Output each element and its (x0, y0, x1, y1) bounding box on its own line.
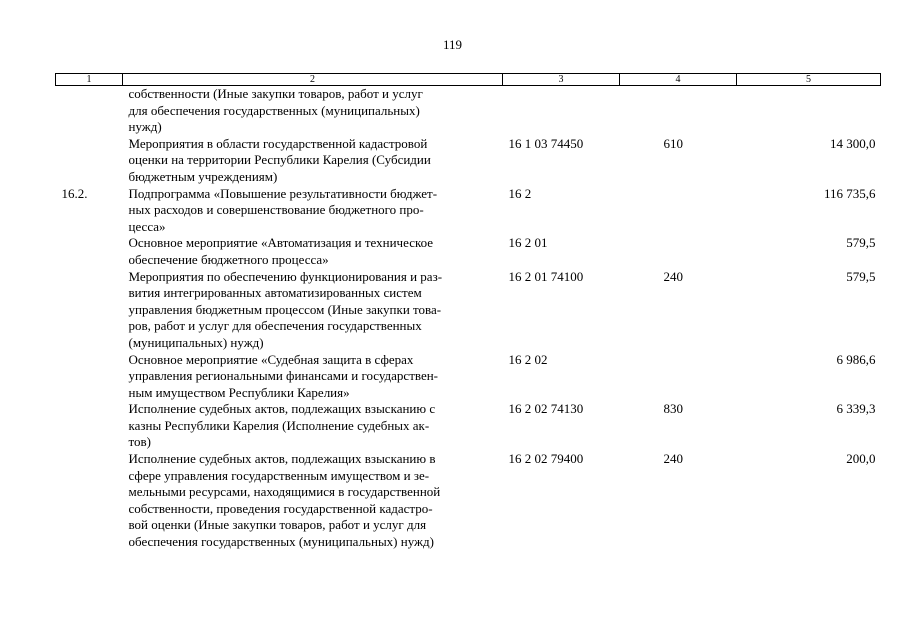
row-number (56, 235, 123, 268)
table-row (56, 136, 881, 186)
row-number (56, 451, 123, 551)
row-name (123, 186, 503, 236)
row-amount: 579,5 (846, 268, 876, 284)
row-name-line: Исполнение судебных актов, подлежащих взысканию с (128, 401, 436, 417)
row-budget-code: 16 2 01 74100 (508, 268, 584, 284)
row-name-line: Основное мероприятие «Судебная защита в сферах (128, 351, 414, 367)
row-name (123, 136, 503, 186)
row-expense-type (620, 86, 737, 136)
row-name-line: Основное мероприятие «Автоматизация и техническое (128, 235, 434, 251)
row-name (123, 352, 503, 402)
row-name (123, 401, 503, 451)
row-amount: 6 986,6 (836, 351, 876, 367)
row-name-line: ным имуществом Республики Карелия» (128, 384, 350, 400)
row-name (123, 235, 503, 268)
row-name-line: Мероприятия в области государственной кадастровой (128, 135, 428, 151)
row-name (123, 86, 503, 136)
row-name-line: бюджетным учреждениям) (128, 168, 278, 184)
table-header (56, 74, 881, 86)
row-name-line: тов) (128, 434, 151, 450)
row-number (56, 269, 123, 352)
row-name-line: обеспечения государственных (муниципальных) нужд) (128, 534, 434, 550)
page-number: 119 (442, 37, 463, 52)
row-name (123, 451, 503, 551)
table-row (56, 269, 881, 352)
row-name-line: собственности (Иные закупки товаров, работ и услуг (128, 86, 423, 101)
row-name (123, 269, 503, 352)
row-name-line: собственности, проведения государственной кадастро- (128, 500, 433, 516)
row-budget-code: 16 2 02 79400 (508, 451, 584, 467)
row-number (56, 136, 123, 186)
row-name-line: для обеспечения государственных (муниципальных) (128, 102, 420, 118)
header-col-5: 5 (737, 74, 881, 86)
row-expense-type (620, 235, 737, 268)
row-number (56, 401, 123, 451)
row-name-line: управления региональными финансами и государствен- (128, 368, 439, 384)
row-name-line: вой оценки (Иные закупки товаров, работ и услуг для (128, 517, 427, 533)
budget-table (55, 73, 881, 551)
row-amount: 6 339,3 (836, 401, 876, 417)
row-expense-type: 830 (663, 401, 683, 417)
row-name-line: ров, работ и услуг для обеспечения государственных (128, 318, 422, 334)
table-row (56, 401, 881, 451)
table-body (56, 86, 881, 551)
row-budget-code: 16 2 02 74130 (508, 401, 584, 417)
header-row (56, 74, 881, 86)
row-name-line: ных расходов и совершенствование бюджетного про- (128, 202, 424, 218)
header-col-4: 4 (620, 74, 737, 86)
row-name-line: обеспечение бюджетного процесса» (128, 251, 329, 267)
row-budget-code: 16 1 03 74450 (508, 135, 584, 151)
row-name-line: казны Республики Карелия (Исполнение судебных ак- (128, 417, 430, 433)
row-number: 16.2. (61, 185, 88, 201)
row-amount (737, 86, 881, 136)
row-name-line: Исполнение судебных актов, подлежащих взысканию в (128, 451, 436, 467)
row-budget-code (503, 86, 620, 136)
row-expense-type: 240 (663, 268, 683, 284)
row-name-line: (муниципальных) нужд) (128, 334, 264, 350)
table-row (56, 186, 881, 236)
table-row (56, 235, 881, 268)
row-name-line: Подпрограмма «Повышение результативности бюджет- (128, 185, 438, 201)
row-expense-type (620, 352, 737, 402)
table-row (56, 451, 881, 551)
header-col-1: 1 (56, 74, 123, 86)
row-amount: 14 300,0 (830, 135, 876, 151)
row-name-line: сфере управления государственным имуществом и зе- (128, 467, 430, 483)
row-name-line: мельными ресурсами, находящимися в государственной (128, 484, 441, 500)
row-amount: 200,0 (846, 451, 876, 467)
row-name-line: управления бюджетным процессом (Иные закупки това- (128, 301, 442, 317)
row-expense-type: 610 (663, 135, 683, 151)
row-number (56, 86, 123, 136)
row-budget-code: 16 2 (508, 185, 532, 201)
row-name-line: Мероприятия по обеспечению функционирования и раз- (128, 268, 443, 284)
row-name-line: оценки на территории Республики Карелия (Субсидии (128, 152, 431, 168)
row-amount: 579,5 (846, 235, 876, 251)
row-expense-type: 240 (663, 451, 683, 467)
row-name-line: вития интегрированных автоматизированных систем (128, 285, 422, 301)
row-amount: 116 735,6 (823, 185, 876, 201)
row-number (56, 352, 123, 402)
row-name-line: нужд) (128, 119, 162, 135)
row-budget-code: 16 2 02 (508, 351, 548, 367)
table-row (56, 352, 881, 402)
header-col-3: 3 (503, 74, 620, 86)
row-budget-code: 16 2 01 (508, 235, 548, 251)
row-name-line: цесса» (128, 218, 166, 234)
table-row (56, 86, 881, 136)
header-col-2: 2 (123, 74, 503, 86)
row-expense-type (620, 186, 737, 236)
